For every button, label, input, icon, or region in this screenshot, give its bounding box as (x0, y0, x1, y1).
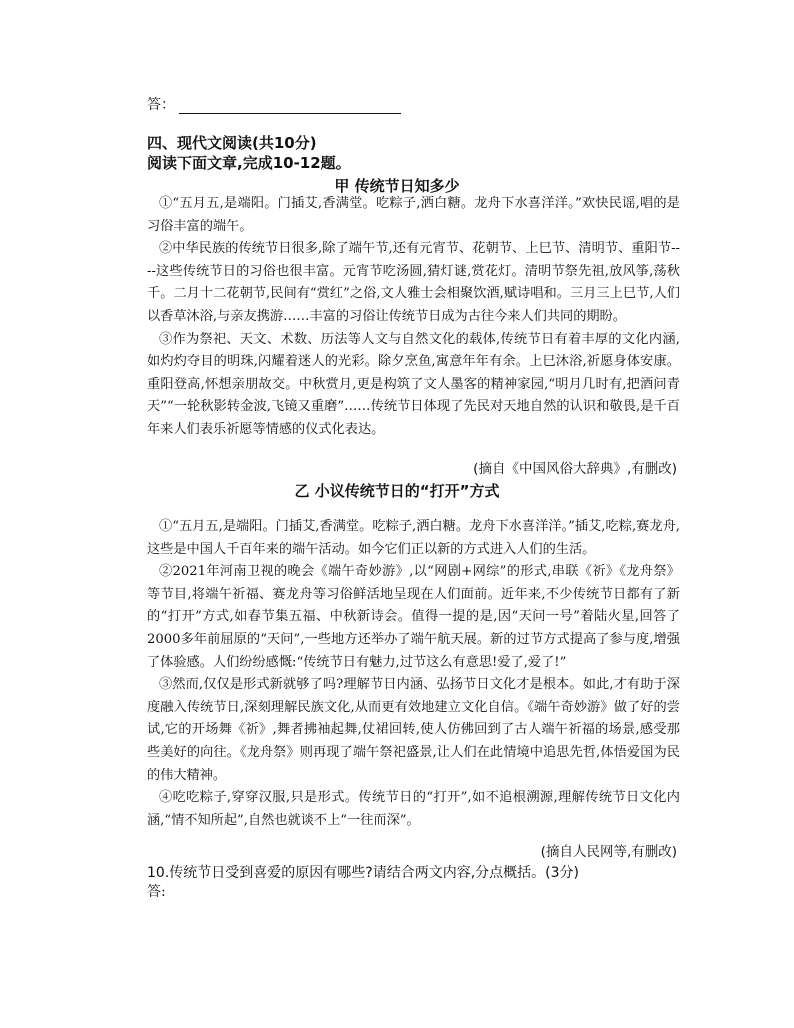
answer-line-top (147, 94, 401, 114)
answer-label: 答： (147, 97, 175, 113)
paragraph: ①“五月五,是端阳。门插艾,香满堂。吃粽子,洒白糖。龙舟下水喜洋洋。”欢快民谣,唱的是习俗丰富的端午。 (147, 196, 680, 234)
answer-blank[interactable] (179, 99, 401, 114)
paragraph: ②2021年河南卫视的晚会《端午奇妙游》,以“网剧+网综”的形式,串联《祈》《龙舟祭》等节目,将端午祈福、赛龙舟等习俗鲜活地呈现在人们面前。近年来,不少传统节日都有了新的“打开”方式,如春节集五福、中秋新诗会。值得一提的是,因“天问一号”着陆火星,回答了2000多年前屈原的“天问”,一些地方还举办了端午航天展。新的过节方式提高了参与度,增强了体验感。人们纷纷感慨:“传统节日有魅力,过节这么有意思!爱了,爱了!” (147, 564, 680, 670)
paragraph: ②中华民族的传统节日很多,除了端午节,还有元宵节、花朝节、上巳节、清明节、重阳节----这些传统节日的习俗也很丰富。元宵节吃汤圆,猜灯谜,赏花灯。清明节祭先祖,放风筝,荡秋千。二月十二花朝节,民间有“赏红”之俗,文人雅士会相聚饮酒,赋诗唱和。三月三上巳节,人们以香草沐浴,与亲友携游……丰富的习俗让传统节日成为古往今来人们共同的期盼。 (147, 241, 680, 324)
reading-instruction: 阅读下面文章,完成10-12题。 (147, 154, 351, 172)
article-b-source: (摘自人民网等,有删改) (540, 844, 677, 860)
article-b-title: 乙 小议传统节日的“打开”方式 (294, 482, 500, 500)
article-b-body (147, 516, 680, 832)
question-10: 10.传统节日受到喜爱的原因有哪些?请结合两文内容,分点概括。(3分) (147, 865, 579, 881)
section-heading: 四、现代文阅读(共10分) (147, 134, 317, 152)
paragraph: ③然而,仅仅是形式新就够了吗?理解节日内涵、弘扬节日文化才是根本。如此,才有助于深度融入传统节日,深刻理解民族文化,从而更有效地建立文化自信。《端午奇妙游》做了好的尝试,它的开场舞《祈》,舞者拂袖起舞,仗裙回转,使人仿佛回到了古人端午祈福的场景,感受那些美好的向往。《龙舟祭》则再现了端午祭祀盛景,让人们在此情境中追思先哲,体悟爱国为民的伟大精神。 (147, 677, 680, 783)
paragraph: ①“五月五,是端阳。门插艾,香满堂。吃粽子,洒白糖。龙舟下水喜洋洋。”插艾,吃粽,赛龙舟,这些是中国人千百年来的端午活动。如今它们正以新的方式进入人们的生活。 (147, 519, 680, 557)
paragraph: ③作为祭祀、天文、术数、历法等人文与自然文化的载体,传统节日有着丰厚的文化内涵,如灼灼夺目的明珠,闪耀着迷人的光彩。除夕烹鱼,寓意年年有余。上巳沐浴,祈愿身体安康。重阳登高,怀想亲朋故交。中秋赏月,更是构筑了文人墨客的精神家园,“明月几时有,把酒问青天”“一轮秋影转金波,飞镜又重磨”……传统节日体现了先民对天地自然的认识和敬畏,是千百年来人们表乐祈愿等情感的仪式化表达。 (147, 331, 680, 437)
paragraph: ④吃吃粽子,穿穿汉服,只是形式。传统节日的“打开”,如不追根溯源,理解传统节日文化内涵,“情不知所起”,自然也就谈不上“一往而深”。 (147, 790, 680, 828)
article-a-body (147, 193, 680, 442)
article-a-source: (摘自《中国风俗大辞典》,有删改) (473, 461, 677, 477)
answer-label-bottom[interactable]: 答: (147, 884, 166, 900)
article-a-title: 甲 传统节日知多少 (334, 177, 460, 195)
